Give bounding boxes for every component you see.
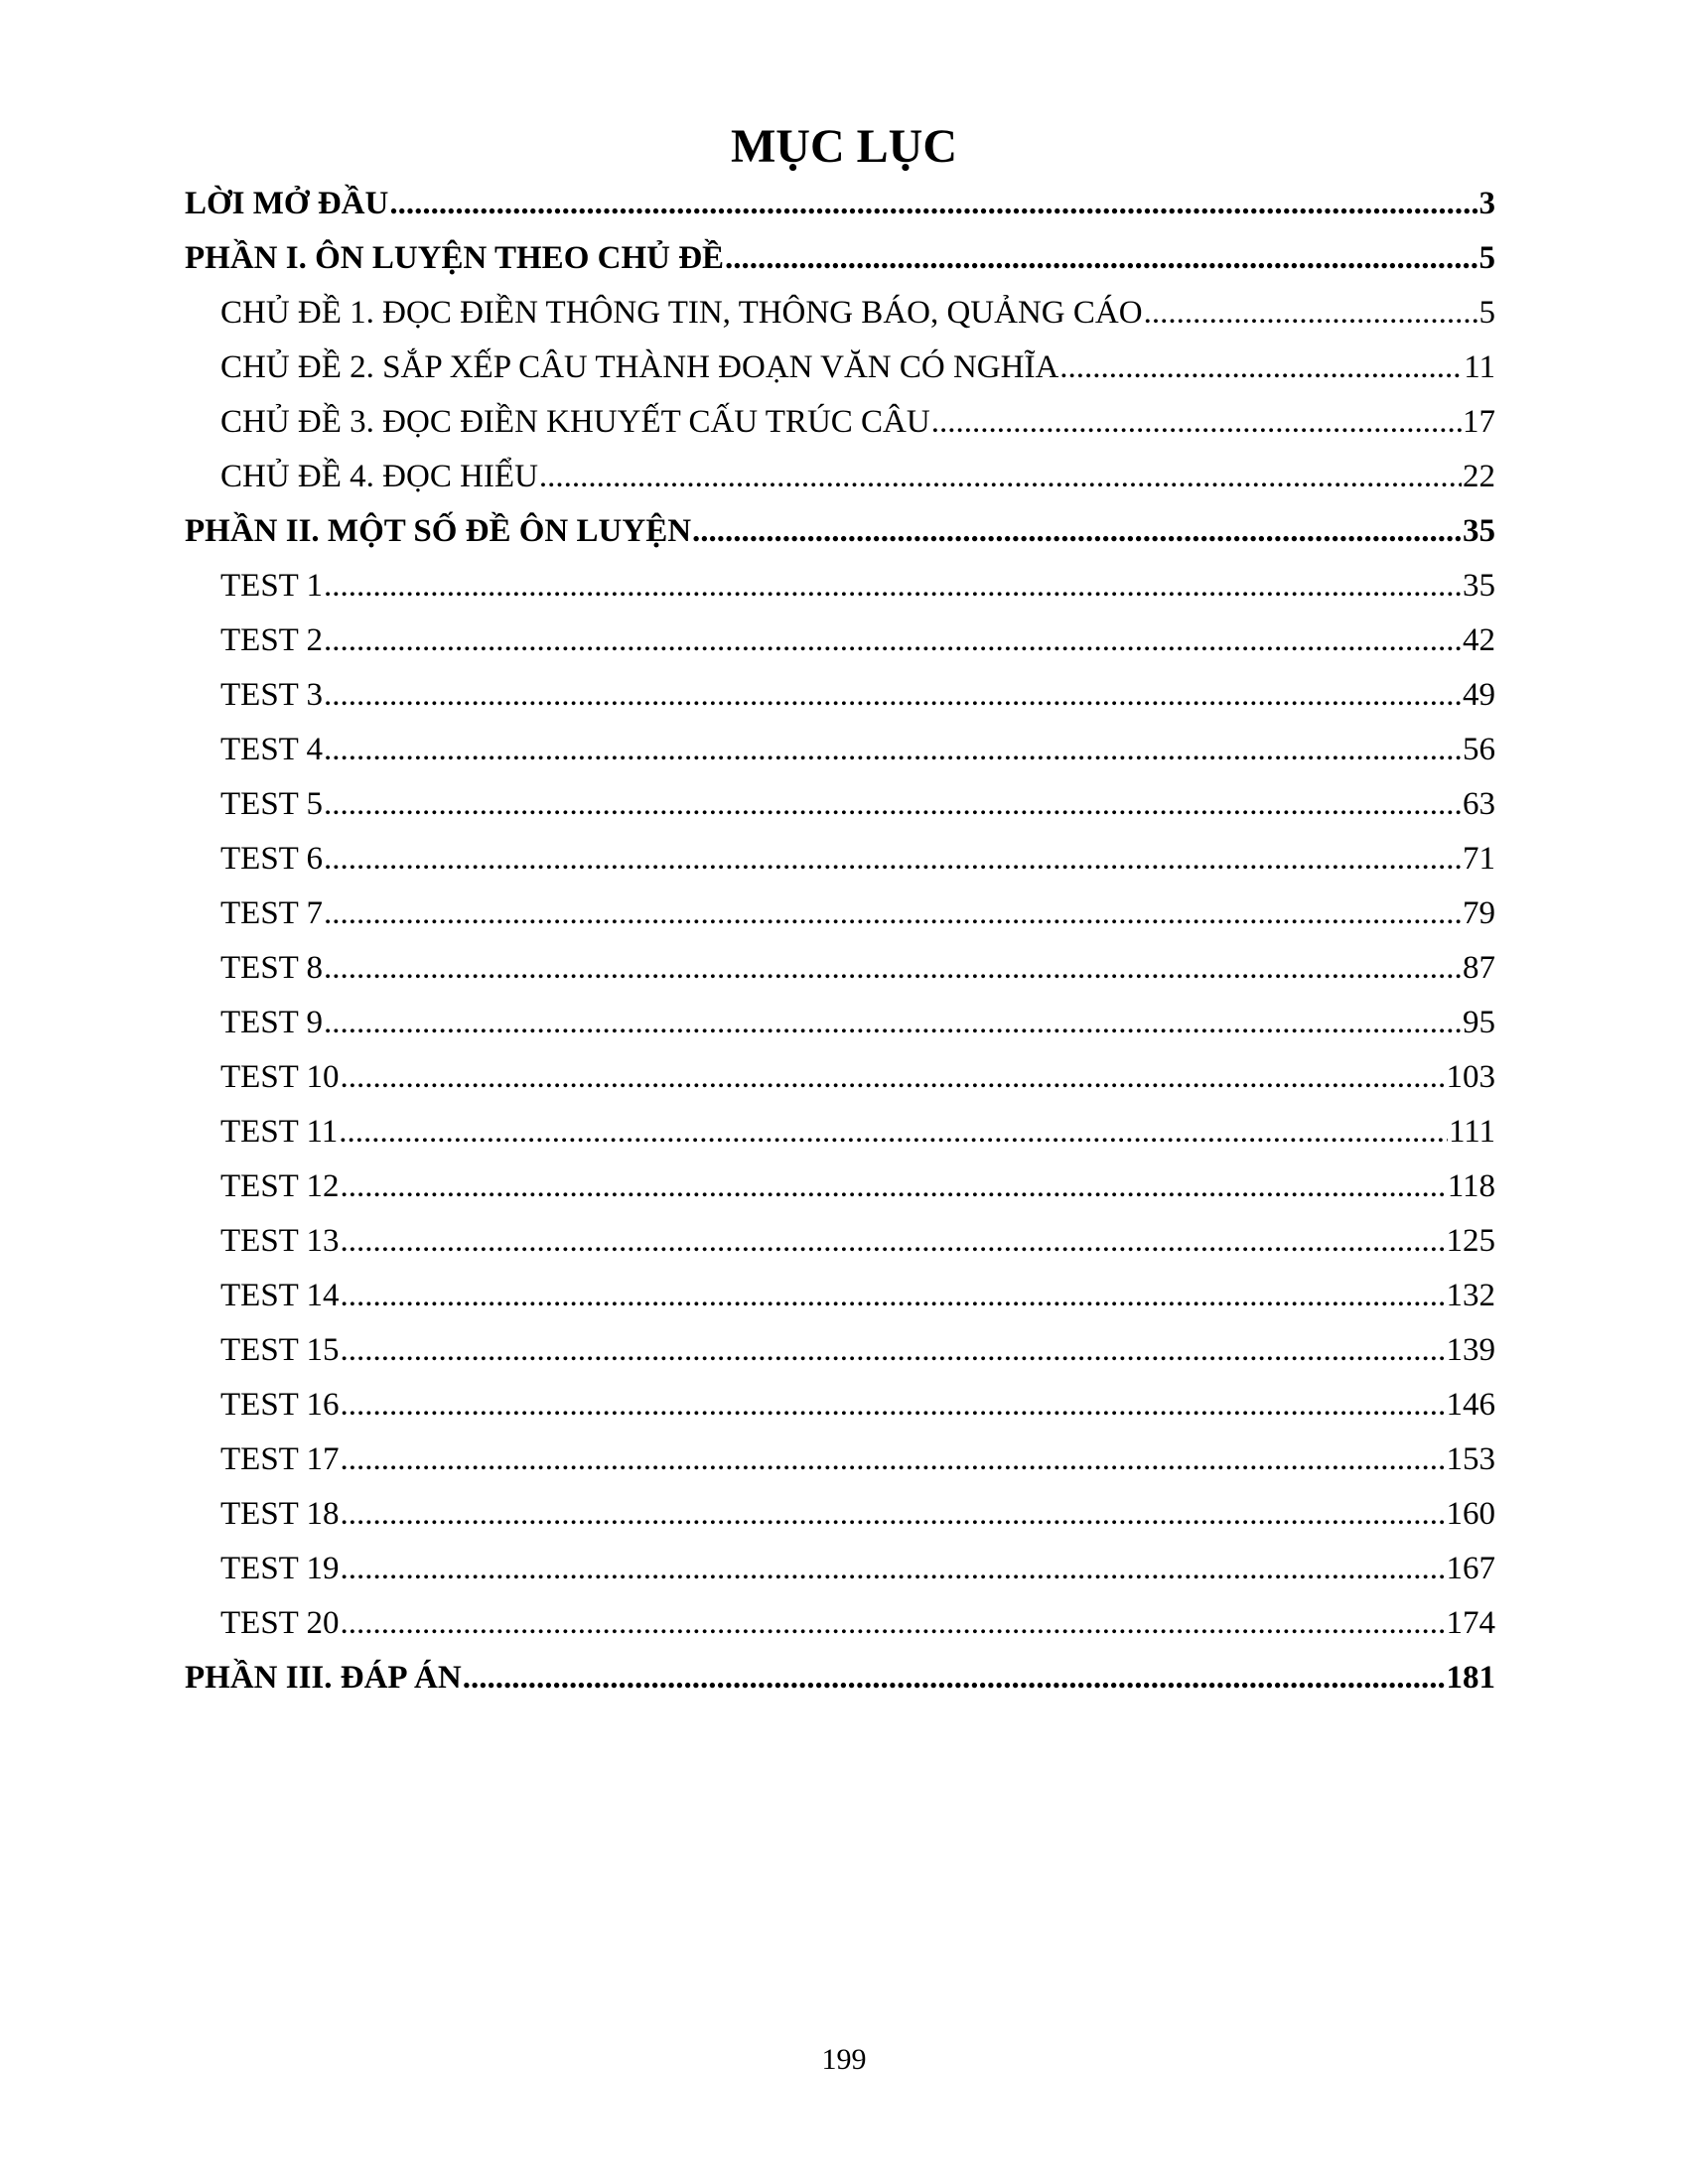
toc-entry[interactable] xyxy=(185,1323,1495,1378)
toc-leader-dots xyxy=(324,559,1462,614)
toc-entry-page: 111 xyxy=(1448,1114,1495,1150)
toc-entry-label: TEST 13 xyxy=(220,1223,340,1259)
toc-leader-dots xyxy=(340,1269,1445,1323)
toc-entry[interactable] xyxy=(185,887,1495,941)
toc-entry[interactable] xyxy=(185,1487,1495,1542)
toc-entry-page: 103 xyxy=(1446,1059,1495,1095)
toc-entry-page: 35 xyxy=(1463,568,1495,604)
toc-entry-label: TEST 8 xyxy=(220,950,323,986)
toc-leader-dots xyxy=(340,1214,1445,1269)
toc-leader-dots xyxy=(324,723,1462,777)
toc-leader-dots xyxy=(324,832,1462,887)
toc-leader-dots xyxy=(340,1487,1445,1542)
toc-leader-dots xyxy=(324,941,1462,996)
toc-entry-label: PHẦN III. ĐÁP ÁN xyxy=(185,1660,462,1696)
toc-leader-dots xyxy=(324,777,1462,832)
toc-entry-label: TEST 17 xyxy=(220,1441,340,1477)
toc-entry[interactable] xyxy=(185,941,1495,996)
toc-entry-label: TEST 14 xyxy=(220,1278,340,1313)
toc-entry[interactable] xyxy=(185,504,1495,559)
toc-entry-label: TEST 11 xyxy=(220,1114,339,1150)
toc-entry-label: PHẦN II. MỘT SỐ ĐỀ ÔN LUYỆN xyxy=(185,513,692,549)
toc-leader-dots xyxy=(340,1433,1445,1487)
toc-entry[interactable] xyxy=(185,1433,1495,1487)
toc-leader-dots xyxy=(340,1378,1445,1433)
toc-entry-page: 63 xyxy=(1463,786,1495,822)
toc-entry-page: 146 xyxy=(1446,1387,1495,1423)
toc-entry-page: 174 xyxy=(1446,1605,1495,1641)
toc-entry-page: 118 xyxy=(1447,1168,1495,1204)
toc-entry[interactable] xyxy=(185,177,1495,231)
toc-entry[interactable] xyxy=(185,1596,1495,1651)
toc-entry[interactable] xyxy=(185,777,1495,832)
toc-leader-dots xyxy=(340,1160,1446,1214)
toc-entry-label: TEST 9 xyxy=(220,1005,323,1040)
toc-entry-page: 56 xyxy=(1463,732,1495,767)
toc-entry-page: 87 xyxy=(1463,950,1495,986)
toc-entry-label: TEST 10 xyxy=(220,1059,340,1095)
toc-entry-label: TEST 3 xyxy=(220,677,323,713)
toc-entry[interactable] xyxy=(185,996,1495,1050)
toc-entry[interactable] xyxy=(185,450,1495,504)
toc-entry-page: 5 xyxy=(1478,295,1495,331)
toc-entry-page: 5 xyxy=(1478,240,1495,276)
toc-entry-page: 132 xyxy=(1446,1278,1495,1313)
toc-entry[interactable] xyxy=(185,1542,1495,1596)
toc-leader-dots xyxy=(725,231,1477,286)
toc-leader-dots xyxy=(324,996,1462,1050)
toc-entry-page: 22 xyxy=(1463,459,1495,494)
toc-entry-page: 181 xyxy=(1446,1660,1495,1696)
toc-leader-dots xyxy=(692,504,1462,559)
toc-leader-dots xyxy=(931,395,1462,450)
toc-leader-dots xyxy=(324,614,1462,668)
toc-entry-label: TEST 4 xyxy=(220,732,323,767)
toc-entry-label: TEST 18 xyxy=(220,1496,340,1532)
toc-entry-label: TEST 20 xyxy=(220,1605,340,1641)
toc-leader-dots xyxy=(340,1596,1445,1651)
toc-entry-page: 49 xyxy=(1463,677,1495,713)
toc-entry-label: TEST 15 xyxy=(220,1332,340,1368)
toc-entry[interactable] xyxy=(185,1378,1495,1433)
toc-entry-page: 167 xyxy=(1446,1551,1495,1586)
toc-leader-dots xyxy=(463,1651,1446,1706)
toc-entry-label: PHẦN I. ÔN LUYỆN THEO CHỦ ĐỀ xyxy=(185,240,725,276)
toc-entry-page: 95 xyxy=(1463,1005,1495,1040)
toc-entry-page: 160 xyxy=(1446,1496,1495,1532)
table-of-contents xyxy=(185,177,1495,1706)
toc-entry[interactable] xyxy=(185,341,1495,395)
toc-leader-dots xyxy=(539,450,1462,504)
toc-entry[interactable] xyxy=(185,668,1495,723)
page-title: MỤC LỤC xyxy=(731,120,957,173)
page-number: 199 xyxy=(821,2043,867,2076)
toc-entry-page: 3 xyxy=(1478,186,1495,221)
toc-entry-label: TEST 6 xyxy=(220,841,323,877)
toc-entry-page: 79 xyxy=(1463,895,1495,931)
toc-entry-page: 139 xyxy=(1446,1332,1495,1368)
toc-entry-page: 125 xyxy=(1446,1223,1495,1259)
toc-entry-label: CHỦ ĐỀ 4. ĐỌC HIỂU xyxy=(220,459,538,494)
toc-entry-label: TEST 1 xyxy=(220,568,323,604)
toc-entry-page: 17 xyxy=(1463,404,1495,440)
toc-entry[interactable] xyxy=(185,1214,1495,1269)
toc-entry-label: TEST 7 xyxy=(220,895,323,931)
toc-entry-label: TEST 2 xyxy=(220,622,323,658)
toc-entry[interactable] xyxy=(185,395,1495,450)
toc-leader-dots xyxy=(324,887,1462,941)
toc-entry[interactable] xyxy=(185,832,1495,887)
toc-entry-label: CHỦ ĐỀ 1. ĐỌC ĐIỀN THÔNG TIN, THÔNG BÁO, QUẢNG CÁO xyxy=(220,295,1143,331)
toc-entry[interactable] xyxy=(185,1651,1495,1706)
toc-entry[interactable] xyxy=(185,286,1495,341)
toc-entry[interactable] xyxy=(185,614,1495,668)
toc-entry-label: TEST 12 xyxy=(220,1168,340,1204)
toc-leader-dots xyxy=(340,1542,1445,1596)
toc-leader-dots xyxy=(340,1050,1445,1105)
toc-entry-label: CHỦ ĐỀ 3. ĐỌC ĐIỀN KHUYẾT CẤU TRÚC CÂU xyxy=(220,404,930,440)
toc-entry[interactable] xyxy=(185,1050,1495,1105)
toc-entry-label: CHỦ ĐỀ 2. SẮP XẾP CÂU THÀNH ĐOẠN VĂN CÓ NGHĨA xyxy=(220,349,1059,385)
toc-entry-page: 35 xyxy=(1463,513,1495,549)
toc-entry-page: 71 xyxy=(1463,841,1495,877)
toc-entry[interactable] xyxy=(185,231,1495,286)
toc-entry[interactable] xyxy=(185,1160,1495,1214)
toc-entry[interactable] xyxy=(185,559,1495,614)
toc-entry-label: TEST 19 xyxy=(220,1551,340,1586)
toc-entry[interactable] xyxy=(185,1269,1495,1323)
toc-entry-page: 42 xyxy=(1463,622,1495,658)
toc-entry[interactable] xyxy=(185,723,1495,777)
toc-leader-dots xyxy=(324,668,1462,723)
toc-entry-page: 11 xyxy=(1464,349,1495,385)
toc-leader-dots xyxy=(340,1323,1445,1378)
toc-entry-label: TEST 5 xyxy=(220,786,323,822)
toc-leader-dots xyxy=(1059,341,1463,395)
toc-leader-dots xyxy=(1144,286,1478,341)
toc-entry[interactable] xyxy=(185,1105,1495,1160)
toc-leader-dots xyxy=(339,1105,1448,1160)
toc-entry-label: LỜI MỞ ĐẦU xyxy=(185,186,389,221)
toc-entry-page: 153 xyxy=(1446,1441,1495,1477)
toc-leader-dots xyxy=(389,177,1477,231)
toc-entry-label: TEST 16 xyxy=(220,1387,340,1423)
